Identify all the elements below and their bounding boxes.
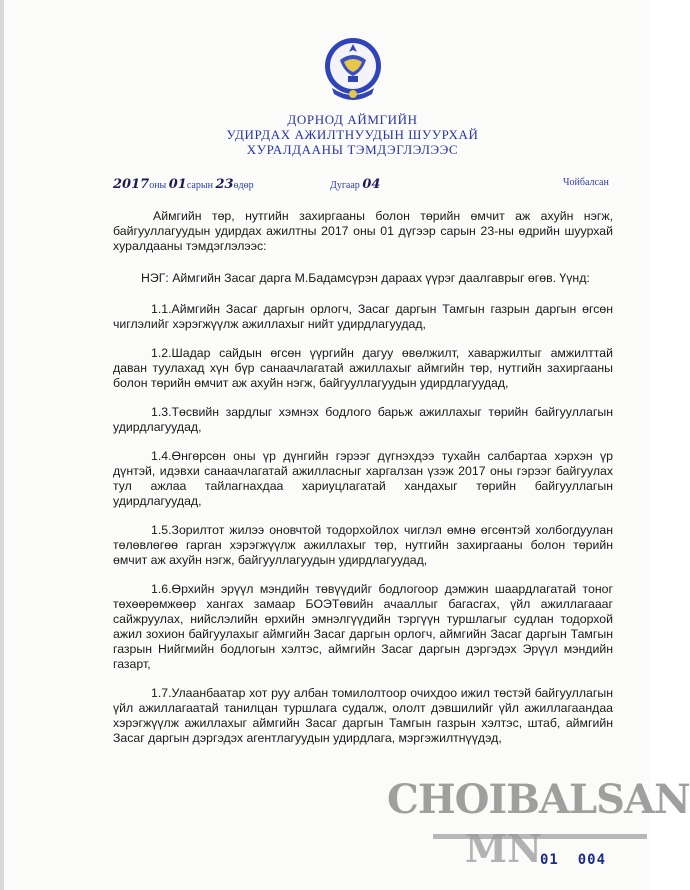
date-month-suffix: сарын (186, 180, 213, 191)
item-1-5: 1.5.Зорилтот жилээ оновчтой тодорхойлох чиглэл өмнө өгсөнтэй холбогдуулан төлөвлөгөө гарган хэрэгжүүлж ажиллахыг төр, нутгийн захиргааны болон төрийн өмчит аж ахуйн нэгж, байгууллагуудын удирдлагуудад, (113, 523, 613, 567)
date-year-suffix: оны (149, 180, 167, 191)
item-1-6: 1.6.Өрхийн эрүүл мэндийн төвүүдийг бодлогоор дэмжин шаардлагатай тоног төхөөрөмжөөр хангах замаар БОЭТөвийн ачааллыг багасгах, үйл ажиллагаааг сайжруулах, нийслэлийн өрхийн эмнэлгүүдийн тэргүүн туршлагыг судлан тодорхой ажил зохион байгуулахыг аймгийн Засаг даргын орлогч, аймгийн Засаг даргын Тамгын газрын Нийгмийн бодлогын хэлтэс, аймгийн Засаг даргын дэргэдэх Эрүүл мэндийн газарт, (113, 582, 613, 671)
date-day: 23 (215, 177, 234, 192)
header-line-3: ХУРАЛДААНЫ ТЭМДЭГЛЭЛЭЭС (246, 142, 459, 157)
number-label: Дугаар (330, 180, 360, 191)
choibalsan-watermark (385, 772, 690, 890)
document-number (330, 177, 380, 192)
document-header (180, 112, 525, 157)
watermark-text: CHOIBALSAN (387, 776, 690, 823)
scan-edge (0, 0, 4, 890)
document-body (113, 209, 613, 760)
page-stamp-number: 01 004 (540, 852, 607, 868)
item-1-2: 1.2.Шадар сайдын өгсөн үүргийн дагуу өвөлжилт, хаваржилтыг амжилттай даван туулахад хүн бүр санаачлагатай ажиллахыг аймгийн төр, нутгийн захиргааны болон төрийн өмчит аж ахуйн нэгж, байгууллагуудын удирдлагуудад, (113, 346, 613, 390)
date-year: 2017 (113, 177, 150, 192)
date-month: 01 (168, 177, 187, 192)
section-one-heading: НЭГ: Аймгийн Засаг дарга М.Бадамсүрэн дараах үүрэг даалгаврыг өгөв. Үүнд: (141, 271, 590, 285)
date-line (113, 177, 254, 192)
mongolia-state-emblem-icon (322, 32, 384, 106)
date-day-suffix: өдөр (233, 180, 254, 191)
header-line-1: ДОРНОД АЙМГИЙН (287, 112, 418, 127)
intro-paragraph: Аймгийн төр, нутгийн захиргааны болон төрийн өмчит аж ахуйн нэгж, байгууллагуудын удирдах ажилтны 2017 оны 01 дүгээр сарын 23-ны өдрийн шуурхай хуралдааны тэмдэглэлээс: (113, 209, 613, 253)
number-value: 04 (362, 177, 381, 192)
item-1-4: 1.4.Өнгөрсөн оны үр дүнгийн гэрээг дүгнэхдээ тухайн салбартаа хэрхэн үр дүнтэй, идэвхи санаачлагатай ажилласныг харгалзан үзэж 2017 оны гэрээг байгуулах тул ажлаа тайлагнахдаа хариуцлагатай хандахыг төрийн байгууллагын удирдлагуудад, (113, 449, 613, 508)
city-name: Чойбалсан (563, 177, 609, 188)
header-line-2: УДИРДАХ АЖИЛТНУУДЫН ШУУРХАЙ (226, 127, 479, 142)
item-1-3: 1.3.Төсвийн зардлыг хэмнэх бодлого барьж ажиллахыг төрийн байгууллагын удирдлагуудад, (113, 405, 613, 434)
item-1-7: 1.7.Улаанбаатар хот руу албан томилолтоор очихдоо ижил төстэй байгууллагын үйл ажиллагаатай танилцан туршлага судалж, ололт дэвшилийг үйл ажиллагаандаа хэрэгжүүлж ажиллахыг аймгийн Засаг даргын Тамгын газрын хэлтэс, штаб, аймгийн Засаг даргын дэргэдэх агентлагуудын удирдлага, мэргэжилтнүүдэд, (113, 686, 613, 745)
item-1-1: 1.1.Аймгийн Засаг даргын орлогч, Засаг даргын Тамгын газрын даргын өгсөн чиглэлийг хэрэгжүүлж ажиллахыг нийт удирдлагуудад, (113, 302, 613, 331)
watermark-suffix: MN (465, 826, 542, 871)
